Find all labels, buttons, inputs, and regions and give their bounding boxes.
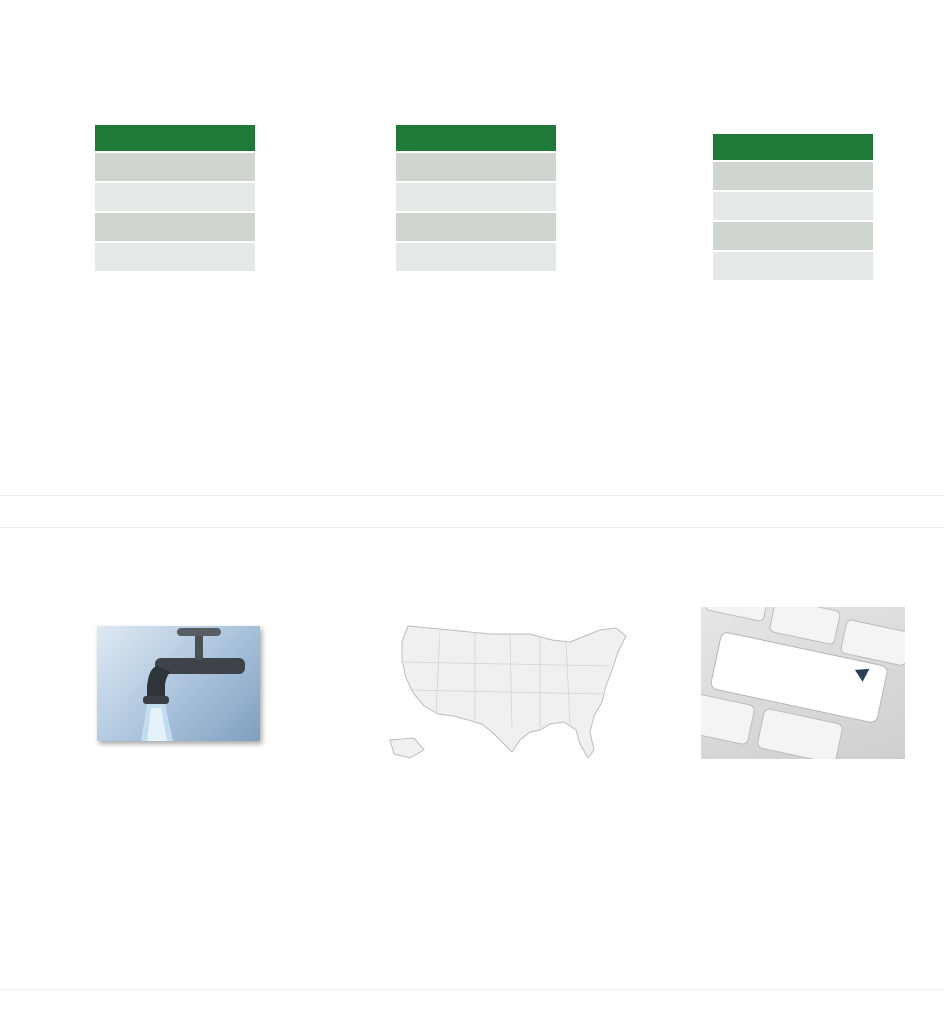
curve-label-linear	[403, 975, 543, 989]
section-divider	[0, 989, 944, 990]
curve-label-concave	[710, 975, 850, 989]
curve-label-convex	[92, 975, 232, 989]
